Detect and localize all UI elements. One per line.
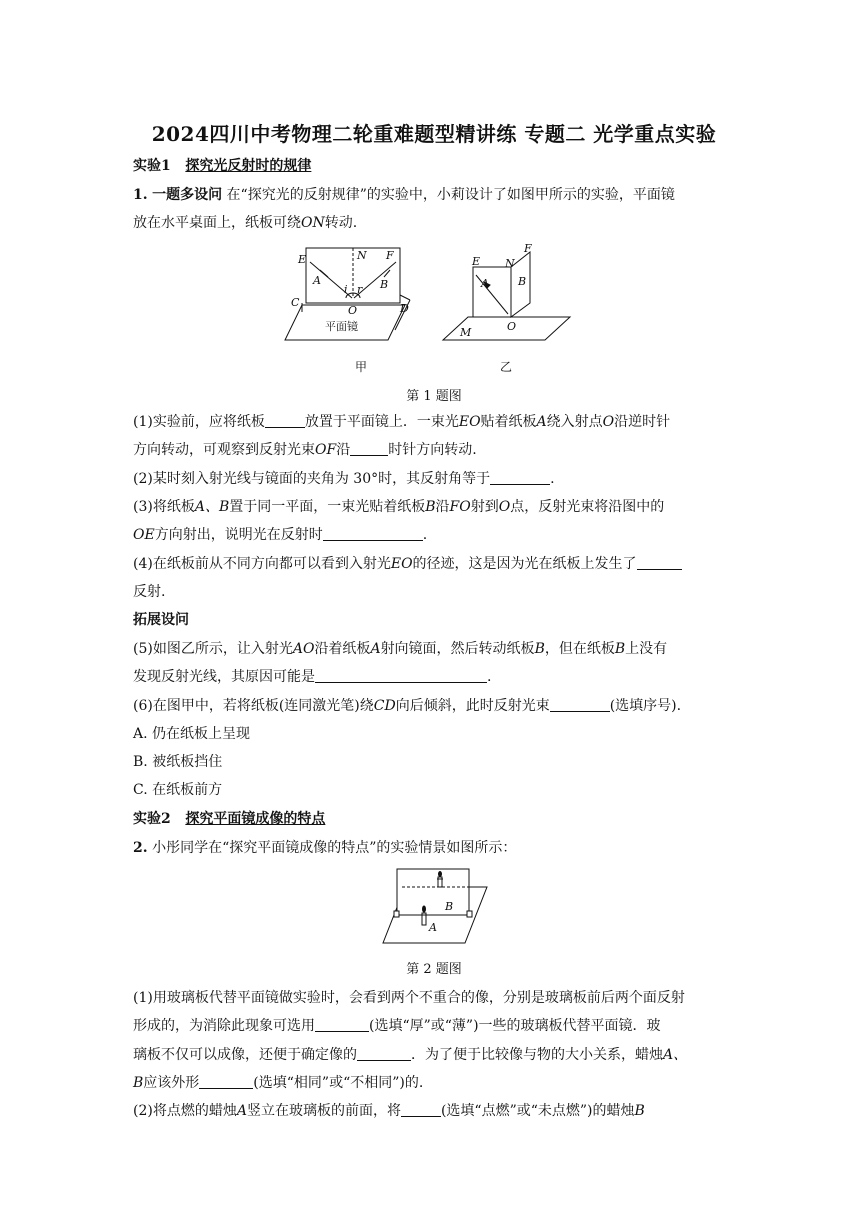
- q1-intro-line-2: [133, 213, 743, 233]
- q2-p2-var: B: [634, 1103, 645, 1119]
- fig1-label-F: F: [386, 249, 394, 262]
- answer-blank[interactable]: [315, 1017, 369, 1032]
- q1-p3-var: B: [425, 499, 436, 515]
- q1-p3-text: .: [422, 527, 428, 543]
- q2-part1-line3: [133, 1045, 743, 1065]
- q1-p5-var: B: [614, 641, 626, 657]
- answer-blank[interactable]: [550, 697, 610, 712]
- fig1-label-C: C: [291, 296, 300, 309]
- q1-p6-text: (6)在图甲中，若将纸板(连同激光笔)绕: [133, 698, 374, 714]
- q1-part4-line1: [133, 554, 743, 574]
- answer-blank[interactable]: [350, 441, 388, 456]
- q1-part3-line2: [133, 525, 743, 545]
- extension-heading: 拓展设问: [133, 612, 189, 628]
- q1-p1-var: EO: [458, 414, 481, 430]
- q1-p1-text: 绕入射点: [546, 414, 603, 430]
- q2-p1-var: A、: [663, 1047, 688, 1063]
- q1-p3-text: 置于同一平面，一束光贴着纸板: [229, 499, 426, 515]
- fig2-label-A: A: [429, 921, 437, 934]
- q1-p4-text: 的径迹，这是因为光在纸板上发生了: [412, 556, 637, 572]
- figure-2: [375, 865, 495, 947]
- fig1-yi-label-E: E: [472, 255, 481, 268]
- fig1-yi-label-N: N: [505, 257, 515, 270]
- fig1-label-B: B: [380, 278, 389, 291]
- q1-p5-text: 射向镜面，然后转动纸板: [380, 641, 535, 657]
- q2-p2-var: A: [236, 1103, 247, 1119]
- q2-intro: [133, 838, 743, 858]
- q1-p3-text: 点，反射光束将沿图中的: [510, 499, 665, 515]
- q1-part4-line2: 反射.: [133, 584, 166, 600]
- q1-p3-text: 射到: [470, 499, 499, 515]
- q1-p3-var: OE: [133, 527, 155, 543]
- experiment-1-name: 探究光反射时的规律: [185, 158, 312, 174]
- q1-p2-text: (2)某时刻入射光线与镜面的夹角为 30°时，其反射角等于: [133, 471, 491, 487]
- fig1-yi-label-A: A: [481, 277, 489, 290]
- q2-part1-line1: (1)用玻璃板代替平面镜做实验时，会看到两个不重合的像，分别是玻璃板前后两个面反射: [133, 990, 685, 1006]
- q1-part1-line2: [133, 440, 743, 460]
- q2-p2-text: (选填“点燃”或“未点燃”)的蜡烛: [440, 1103, 635, 1119]
- fig1-yi-label-M: M: [460, 326, 472, 339]
- q1-intro-line-1: [133, 185, 743, 205]
- q1-p6-text: 向后倾斜，此时反射光束: [395, 698, 550, 714]
- experiment-2-heading: [133, 809, 743, 829]
- q1-p1-text: 贴着纸板: [480, 414, 537, 430]
- q1-p6-text: (选填序号).: [609, 698, 682, 714]
- q2-p1-text: 璃板不仅可以成像，还便于确定像的: [133, 1047, 357, 1063]
- q1-intro-text: 在“探究光的反射规律”的实验中，小莉设计了如图甲所示的实验，平面镜: [226, 187, 675, 203]
- q2-p2-text: (2)将点燃的蜡烛: [133, 1103, 237, 1119]
- q1-p3-var: A、B: [194, 499, 230, 515]
- answer-blank[interactable]: [357, 1046, 411, 1061]
- q1-p3-text: (3)将纸板: [133, 499, 195, 515]
- q2-number: 2.: [133, 840, 148, 856]
- answer-blank[interactable]: [323, 526, 423, 541]
- figure-1-jia-label: 甲: [355, 360, 368, 374]
- q2-p1-var: B: [133, 1075, 144, 1091]
- figure-1-yi-label: 乙: [500, 360, 513, 374]
- figure-2-caption: 第 2 题图: [406, 962, 462, 977]
- q1-part3-line1: [133, 497, 743, 517]
- q1-p5-text: ，但在纸板: [544, 641, 615, 657]
- fig1-label-A: A: [313, 274, 321, 287]
- q1-p1-text: 方向转动，可观察到反射光束: [133, 442, 315, 458]
- q1-part5-line2: [133, 667, 743, 687]
- figure-1-caption: 第 1 题图: [406, 389, 462, 404]
- answer-blank[interactable]: [401, 1102, 441, 1117]
- q1-p5-text: 发现反射光线，其原因可能是: [133, 669, 315, 685]
- q1-p5-var: B: [534, 641, 545, 657]
- q1-part1-line1: [133, 412, 743, 432]
- q2-part2-line1: [133, 1101, 743, 1121]
- q1-p5-var: AO: [292, 641, 315, 657]
- experiment-2-label: 实验2: [133, 811, 171, 827]
- q1-p1-text: (1)实验前，应将纸板: [133, 414, 265, 430]
- q1-p2-text: .: [550, 471, 555, 487]
- q2-p1-text: (选填“厚”或“薄”)一些的玻璃板代替平面镜．玻: [369, 1018, 661, 1034]
- q2-p2-text: 竖立在玻璃板的前面，将: [246, 1103, 401, 1119]
- answer-blank[interactable]: [490, 470, 550, 485]
- page-title: 2024四川中考物理二轮重难题型精讲练 专题二 光学重点实验: [151, 122, 717, 146]
- fig1-label-N: N: [357, 249, 367, 262]
- q1-p5-text: .: [487, 669, 492, 685]
- option-b: B. 被纸板挡住: [133, 754, 223, 770]
- q1-p3-var: FO: [449, 499, 471, 515]
- q1-number: 1.: [133, 187, 148, 203]
- q1-p3-text: 方向射出，说明光在反射时: [154, 527, 323, 543]
- q1-p1-text: 放置于平面镜上．一束光: [304, 414, 459, 430]
- answer-blank[interactable]: [265, 413, 305, 428]
- experiment-2-name: 探究平面镜成像的特点: [185, 811, 326, 827]
- fig1-yi-label-B: B: [518, 275, 527, 288]
- figure-1: [280, 240, 580, 378]
- q2-part1-line2: [133, 1016, 743, 1036]
- q1-p5-text: 上没有: [625, 641, 668, 657]
- q1-p1-var: OF: [315, 442, 337, 458]
- fig1-label-r: r: [357, 283, 363, 296]
- q1-p3-text: 沿: [435, 499, 450, 515]
- q1-p1-text: 时针方向转动.: [388, 442, 477, 458]
- q1-p4-text: (4)在纸板前从不同方向都可以看到入射光: [133, 556, 391, 572]
- answer-blank[interactable]: [315, 668, 487, 683]
- q1-p1-var: O: [602, 414, 615, 430]
- q2-p1-text: 应该外形: [143, 1075, 200, 1091]
- fig1-yi-label-F: F: [524, 242, 532, 255]
- fig2-label-B: B: [445, 900, 454, 913]
- fig1-label-i: i: [344, 283, 348, 296]
- q1-part6: [133, 696, 743, 716]
- q1-p5-var: A: [370, 641, 381, 657]
- q2-p1-text: (选填“相同”或“不相同”)的.: [253, 1075, 424, 1091]
- answer-blank[interactable]: [637, 555, 682, 570]
- q2-p1-text: ．为了便于比较像与物的大小关系，蜡烛: [411, 1047, 663, 1063]
- q1-intro-text-3: 转动.: [324, 215, 358, 231]
- fig1-yi-label-O: O: [507, 320, 517, 333]
- q2-part1-line4: [133, 1073, 743, 1093]
- q1-p5-text: (5)如图乙所示，让入射光: [133, 641, 293, 657]
- experiment-1-label: 实验1: [133, 158, 171, 174]
- q1-p4-var: EO: [390, 556, 413, 572]
- q1-intro-text-2: 放在水平桌面上，纸板可绕: [133, 215, 301, 231]
- fig1-mirror-label: 平面镜: [325, 320, 358, 333]
- option-a: A. 仍在纸板上呈现: [133, 726, 251, 742]
- fig1-label-O: O: [348, 304, 358, 317]
- q2-intro-text: 小彤同学在“探究平面镜成像的特点”的实验情景如图所示：: [152, 840, 517, 856]
- q1-p5-text: 沿着纸板: [314, 641, 371, 657]
- answer-blank[interactable]: [199, 1074, 253, 1089]
- experiment-1-heading: [133, 156, 743, 176]
- q1-p6-var: CD: [373, 698, 396, 714]
- q2-p1-text: 形成的，为消除此现象可选用: [133, 1018, 315, 1034]
- q1-intro-var: ON: [301, 215, 325, 231]
- q1-p1-text: 沿: [336, 442, 351, 458]
- q1-p1-text: 沿逆时针: [614, 414, 671, 430]
- option-c: C. 在纸板前方: [133, 782, 223, 798]
- q1-part2: [133, 469, 743, 489]
- q1-p1-var: A: [536, 414, 547, 430]
- q1-p3-var: O: [498, 499, 511, 515]
- q1-tag: 一题多设问: [152, 187, 223, 203]
- fig1-label-E: E: [298, 253, 307, 266]
- q1-part5-line1: [133, 639, 743, 659]
- fig1-label-D: D: [400, 302, 409, 315]
